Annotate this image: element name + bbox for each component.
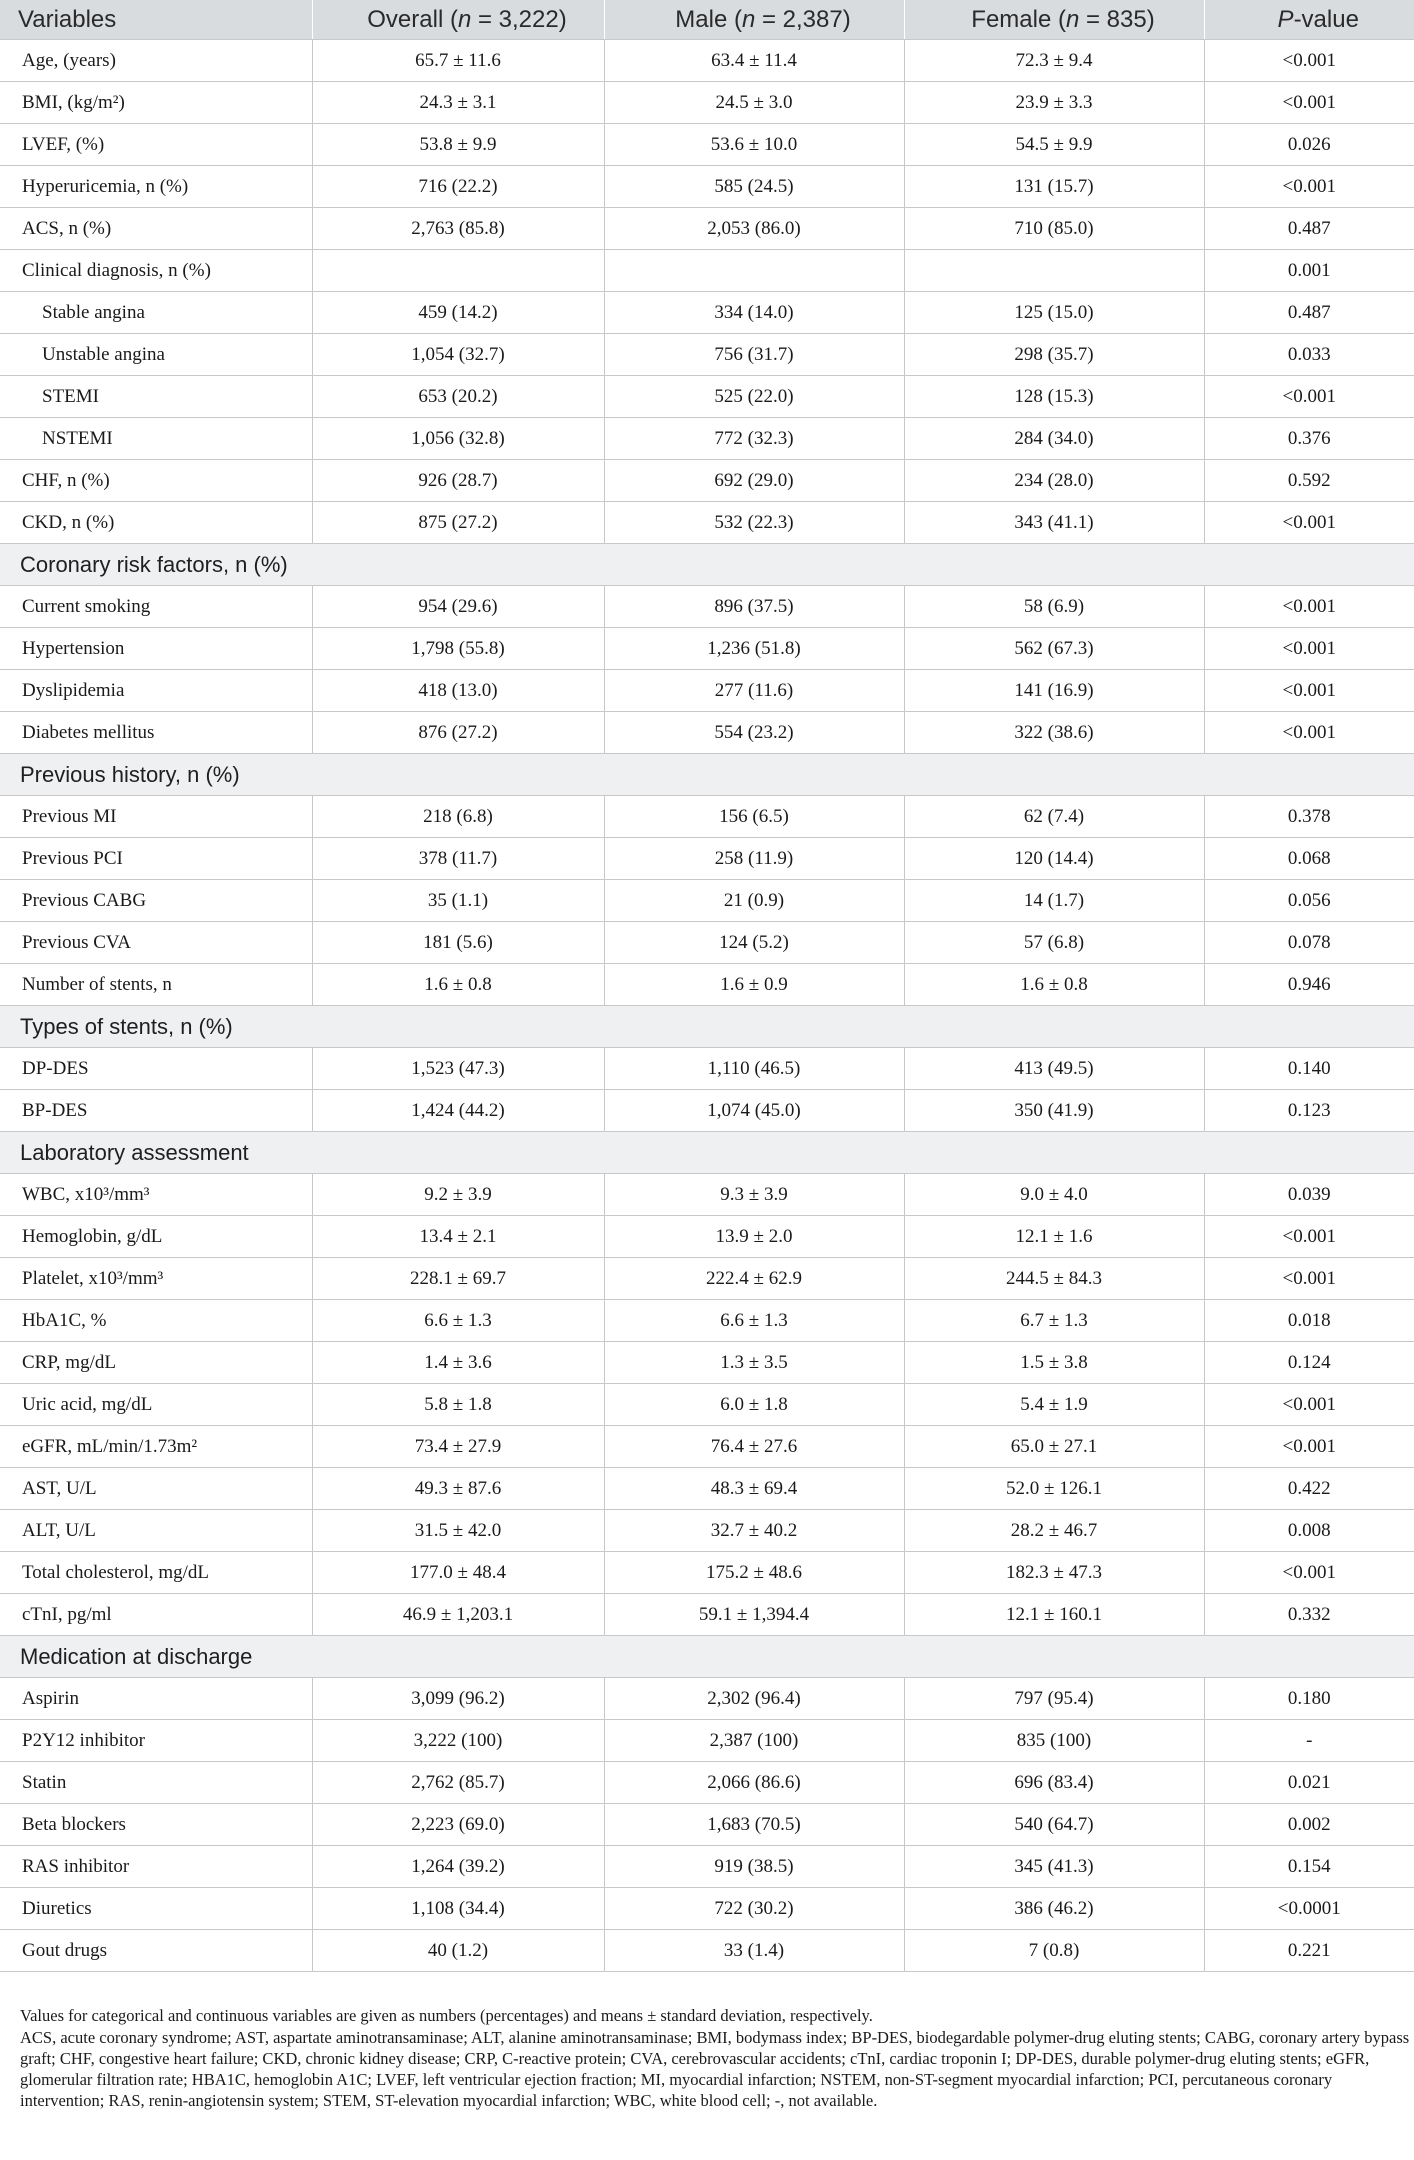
female-cell: 28.2 ± 46.7	[904, 1510, 1204, 1552]
p-value-cell: <0.001	[1204, 40, 1414, 82]
overall-cell: 9.2 ± 3.9	[312, 1174, 604, 1216]
table-row	[0, 712, 1414, 754]
table-body	[0, 40, 1414, 1972]
p-value-cell: 0.487	[1204, 208, 1414, 250]
table-row	[0, 1930, 1414, 1972]
female-cell: 120 (14.4)	[904, 838, 1204, 880]
p-value-cell: <0.001	[1204, 1384, 1414, 1426]
variable-cell: Stable angina	[0, 292, 312, 334]
table-row	[0, 880, 1414, 922]
male-cell: 525 (22.0)	[604, 376, 904, 418]
female-cell: 141 (16.9)	[904, 670, 1204, 712]
variable-cell: CRP, mg/dL	[0, 1342, 312, 1384]
p-value-cell: 0.487	[1204, 292, 1414, 334]
section-header-row	[0, 1132, 1414, 1174]
p-value-cell: 0.376	[1204, 418, 1414, 460]
variable-cell: Diuretics	[0, 1888, 312, 1930]
p-value-cell: 0.033	[1204, 334, 1414, 376]
female-cell: 12.1 ± 160.1	[904, 1594, 1204, 1636]
header-overall: Overall (n = 3,222)	[312, 0, 604, 40]
overall-cell: 228.1 ± 69.7	[312, 1258, 604, 1300]
male-cell: 1.6 ± 0.9	[604, 964, 904, 1006]
p-value-cell: 0.332	[1204, 1594, 1414, 1636]
male-cell: 722 (30.2)	[604, 1888, 904, 1930]
p-value-cell: 0.124	[1204, 1342, 1414, 1384]
table-row	[0, 586, 1414, 628]
male-cell: 156 (6.5)	[604, 796, 904, 838]
table-row	[0, 1174, 1414, 1216]
header-row	[0, 0, 1414, 40]
header-female: Female (n = 835)	[904, 0, 1204, 40]
overall-cell: 65.7 ± 11.6	[312, 40, 604, 82]
table-header	[0, 0, 1414, 40]
overall-cell: 1,424 (44.2)	[312, 1090, 604, 1132]
p-value-cell: 0.001	[1204, 250, 1414, 292]
p-value-cell: <0.001	[1204, 1552, 1414, 1594]
male-cell: 175.2 ± 48.6	[604, 1552, 904, 1594]
female-cell: 413 (49.5)	[904, 1048, 1204, 1090]
variable-cell: eGFR, mL/min/1.73m²	[0, 1426, 312, 1468]
p-value-cell: <0.001	[1204, 166, 1414, 208]
female-cell: 696 (83.4)	[904, 1762, 1204, 1804]
overall-cell: 2,763 (85.8)	[312, 208, 604, 250]
section-label: Laboratory assessment	[0, 1132, 1414, 1174]
female-cell: 131 (15.7)	[904, 166, 1204, 208]
p-value-cell: <0.001	[1204, 376, 1414, 418]
overall-cell: 177.0 ± 48.4	[312, 1552, 604, 1594]
female-cell: 14 (1.7)	[904, 880, 1204, 922]
section-header-row	[0, 754, 1414, 796]
table-row	[0, 1552, 1414, 1594]
table-row	[0, 628, 1414, 670]
male-cell: 76.4 ± 27.6	[604, 1426, 904, 1468]
table-row	[0, 964, 1414, 1006]
male-cell: 2,053 (86.0)	[604, 208, 904, 250]
male-cell: 585 (24.5)	[604, 166, 904, 208]
male-cell	[604, 250, 904, 292]
table-row	[0, 796, 1414, 838]
variable-cell: RAS inhibitor	[0, 1846, 312, 1888]
overall-cell: 181 (5.6)	[312, 922, 604, 964]
table-footnotes	[20, 2005, 1410, 2112]
header-variables: Variables	[0, 0, 312, 40]
variable-cell: Previous CVA	[0, 922, 312, 964]
male-cell: 21 (0.9)	[604, 880, 904, 922]
female-cell: 797 (95.4)	[904, 1678, 1204, 1720]
female-cell: 7 (0.8)	[904, 1930, 1204, 1972]
overall-cell: 218 (6.8)	[312, 796, 604, 838]
section-label: Previous history, n (%)	[0, 754, 1414, 796]
p-value-cell: 0.180	[1204, 1678, 1414, 1720]
male-cell: 13.9 ± 2.0	[604, 1216, 904, 1258]
table-row	[0, 1678, 1414, 1720]
female-cell: 540 (64.7)	[904, 1804, 1204, 1846]
variable-cell: Age, (years)	[0, 40, 312, 82]
overall-cell: 1.6 ± 0.8	[312, 964, 604, 1006]
table-row	[0, 1510, 1414, 1552]
female-cell: 710 (85.0)	[904, 208, 1204, 250]
overall-cell: 3,222 (100)	[312, 1720, 604, 1762]
female-cell: 386 (46.2)	[904, 1888, 1204, 1930]
female-cell: 57 (6.8)	[904, 922, 1204, 964]
p-value-cell: <0.001	[1204, 628, 1414, 670]
overall-cell: 926 (28.7)	[312, 460, 604, 502]
overall-cell: 1,264 (39.2)	[312, 1846, 604, 1888]
p-value-cell: <0.001	[1204, 586, 1414, 628]
variable-cell: WBC, x10³/mm³	[0, 1174, 312, 1216]
female-cell: 125 (15.0)	[904, 292, 1204, 334]
overall-cell: 5.8 ± 1.8	[312, 1384, 604, 1426]
male-cell: 772 (32.3)	[604, 418, 904, 460]
male-cell: 277 (11.6)	[604, 670, 904, 712]
male-cell: 1,683 (70.5)	[604, 1804, 904, 1846]
p-value-cell: 0.154	[1204, 1846, 1414, 1888]
male-cell: 1,110 (46.5)	[604, 1048, 904, 1090]
table-row	[0, 1216, 1414, 1258]
p-value-cell: <0.001	[1204, 670, 1414, 712]
p-value-cell: <0.001	[1204, 1426, 1414, 1468]
table-row	[0, 1720, 1414, 1762]
female-cell: 65.0 ± 27.1	[904, 1426, 1204, 1468]
female-cell: 23.9 ± 3.3	[904, 82, 1204, 124]
male-cell: 6.6 ± 1.3	[604, 1300, 904, 1342]
male-cell: 222.4 ± 62.9	[604, 1258, 904, 1300]
p-value-cell: 0.946	[1204, 964, 1414, 1006]
variable-cell: Aspirin	[0, 1678, 312, 1720]
variable-cell: Gout drugs	[0, 1930, 312, 1972]
variable-cell: CHF, n (%)	[0, 460, 312, 502]
female-cell: 343 (41.1)	[904, 502, 1204, 544]
female-cell: 345 (41.3)	[904, 1846, 1204, 1888]
overall-cell: 378 (11.7)	[312, 838, 604, 880]
p-value-cell: <0.001	[1204, 82, 1414, 124]
variable-cell: Hyperuricemia, n (%)	[0, 166, 312, 208]
variable-cell: Dyslipidemia	[0, 670, 312, 712]
table-row	[0, 922, 1414, 964]
p-value-cell: 0.378	[1204, 796, 1414, 838]
overall-cell: 24.3 ± 3.1	[312, 82, 604, 124]
variable-cell: P2Y12 inhibitor	[0, 1720, 312, 1762]
female-cell: 322 (38.6)	[904, 712, 1204, 754]
overall-cell: 6.6 ± 1.3	[312, 1300, 604, 1342]
overall-cell: 418 (13.0)	[312, 670, 604, 712]
p-value-cell: <0.001	[1204, 712, 1414, 754]
overall-cell: 73.4 ± 27.9	[312, 1426, 604, 1468]
male-cell: 1.3 ± 3.5	[604, 1342, 904, 1384]
table-row	[0, 1762, 1414, 1804]
table-row	[0, 1342, 1414, 1384]
overall-cell: 31.5 ± 42.0	[312, 1510, 604, 1552]
table-row	[0, 1090, 1414, 1132]
variable-cell: Hemoglobin, g/dL	[0, 1216, 312, 1258]
p-value-cell: 0.021	[1204, 1762, 1414, 1804]
header-male: Male (n = 2,387)	[604, 0, 904, 40]
variable-cell: NSTEMI	[0, 418, 312, 460]
table-row	[0, 1804, 1414, 1846]
variable-cell: Uric acid, mg/dL	[0, 1384, 312, 1426]
overall-cell: 35 (1.1)	[312, 880, 604, 922]
table-row	[0, 1258, 1414, 1300]
female-cell: 128 (15.3)	[904, 376, 1204, 418]
table-row	[0, 334, 1414, 376]
male-cell: 692 (29.0)	[604, 460, 904, 502]
section-label: Types of stents, n (%)	[0, 1006, 1414, 1048]
variable-cell: Number of stents, n	[0, 964, 312, 1006]
table-row	[0, 250, 1414, 292]
overall-cell: 13.4 ± 2.1	[312, 1216, 604, 1258]
female-cell: 52.0 ± 126.1	[904, 1468, 1204, 1510]
male-cell: 53.6 ± 10.0	[604, 124, 904, 166]
table-row	[0, 292, 1414, 334]
male-cell: 6.0 ± 1.8	[604, 1384, 904, 1426]
p-value-cell: 0.026	[1204, 124, 1414, 166]
variable-cell: Platelet, x10³/mm³	[0, 1258, 312, 1300]
variable-cell: Total cholesterol, mg/dL	[0, 1552, 312, 1594]
table-row	[0, 1048, 1414, 1090]
female-cell: 350 (41.9)	[904, 1090, 1204, 1132]
overall-cell: 1,054 (32.7)	[312, 334, 604, 376]
male-cell: 63.4 ± 11.4	[604, 40, 904, 82]
male-cell: 2,387 (100)	[604, 1720, 904, 1762]
male-cell: 1,236 (51.8)	[604, 628, 904, 670]
variable-cell: cTnI, pg/ml	[0, 1594, 312, 1636]
variable-cell: Unstable angina	[0, 334, 312, 376]
female-cell: 72.3 ± 9.4	[904, 40, 1204, 82]
female-cell: 9.0 ± 4.0	[904, 1174, 1204, 1216]
female-cell: 234 (28.0)	[904, 460, 1204, 502]
female-cell: 1.6 ± 0.8	[904, 964, 1204, 1006]
male-cell: 896 (37.5)	[604, 586, 904, 628]
p-value-cell: 0.018	[1204, 1300, 1414, 1342]
table-row	[0, 1384, 1414, 1426]
variable-cell: STEMI	[0, 376, 312, 418]
table-row	[0, 166, 1414, 208]
male-cell: 554 (23.2)	[604, 712, 904, 754]
overall-cell: 1,108 (34.4)	[312, 1888, 604, 1930]
female-cell: 6.7 ± 1.3	[904, 1300, 1204, 1342]
variable-cell: AST, U/L	[0, 1468, 312, 1510]
variable-cell: BMI, (kg/m²)	[0, 82, 312, 124]
overall-cell: 53.8 ± 9.9	[312, 124, 604, 166]
footnote-abbreviations: ACS, acute coronary syndrome; AST, aspartate aminotransaminase; ALT, alanine aminotransaminase; BMI, bodymass index; BP-DES, biodegardable polymer-drug eluting stents; CABG, coronary artery bypass graft; CHF, congestive heart failure; CKD, chronic kidney disease; CRP, C-reactive protein; CVA, cerebrovascular accidents; cTnI, cardiac troponin I; DP-DES, durable polymer-drug eluting stents; eGFR, glomerular filtration rate; HBA1C, hemoglobin A1C; LVEF, left ventricular ejection fraction; MI, myocardial infarction; NSTEM, non-ST-segment myocardial infarction; PCI, percutaneous coronary intervention; RAS, renin-angiotensin system; STEM, ST-elevation myocardial infarction; WBC, white blood cell; -, not available.	[20, 2028, 1410, 2110]
female-cell	[904, 250, 1204, 292]
male-cell: 2,302 (96.4)	[604, 1678, 904, 1720]
variable-cell: CKD, n (%)	[0, 502, 312, 544]
overall-cell: 1,523 (47.3)	[312, 1048, 604, 1090]
header-p-value: P-value	[1204, 0, 1414, 40]
variable-cell: Hypertension	[0, 628, 312, 670]
variable-cell: ALT, U/L	[0, 1510, 312, 1552]
section-header-row	[0, 544, 1414, 586]
variable-cell: Previous CABG	[0, 880, 312, 922]
male-cell: 1,074 (45.0)	[604, 1090, 904, 1132]
male-cell: 9.3 ± 3.9	[604, 1174, 904, 1216]
variable-cell: Previous PCI	[0, 838, 312, 880]
variable-cell: HbA1C, %	[0, 1300, 312, 1342]
overall-cell: 2,223 (69.0)	[312, 1804, 604, 1846]
variable-cell: BP-DES	[0, 1090, 312, 1132]
male-cell: 59.1 ± 1,394.4	[604, 1594, 904, 1636]
overall-cell: 1,798 (55.8)	[312, 628, 604, 670]
p-value-cell: <0.001	[1204, 502, 1414, 544]
table-row	[0, 670, 1414, 712]
footnote-values: Values for categorical and continuous variables are given as numbers (percentages) and means ± standard deviation, respectively.	[20, 2006, 873, 2025]
overall-cell	[312, 250, 604, 292]
female-cell: 54.5 ± 9.9	[904, 124, 1204, 166]
female-cell: 562 (67.3)	[904, 628, 1204, 670]
table-row	[0, 1426, 1414, 1468]
p-value-cell: <0.0001	[1204, 1888, 1414, 1930]
female-cell: 12.1 ± 1.6	[904, 1216, 1204, 1258]
p-value-cell: 0.078	[1204, 922, 1414, 964]
male-cell: 48.3 ± 69.4	[604, 1468, 904, 1510]
section-label: Coronary risk factors, n (%)	[0, 544, 1414, 586]
female-cell: 58 (6.9)	[904, 586, 1204, 628]
male-cell: 2,066 (86.6)	[604, 1762, 904, 1804]
female-cell: 284 (34.0)	[904, 418, 1204, 460]
overall-cell: 716 (22.2)	[312, 166, 604, 208]
female-cell: 298 (35.7)	[904, 334, 1204, 376]
section-header-row	[0, 1006, 1414, 1048]
p-value-cell: 0.221	[1204, 1930, 1414, 1972]
table-row	[0, 40, 1414, 82]
overall-cell: 40 (1.2)	[312, 1930, 604, 1972]
overall-cell: 3,099 (96.2)	[312, 1678, 604, 1720]
p-value-cell: 0.592	[1204, 460, 1414, 502]
p-value-cell: 0.068	[1204, 838, 1414, 880]
overall-cell: 954 (29.6)	[312, 586, 604, 628]
p-value-cell: 0.056	[1204, 880, 1414, 922]
p-value-cell: -	[1204, 1720, 1414, 1762]
variable-cell: Previous MI	[0, 796, 312, 838]
section-header-row	[0, 1636, 1414, 1678]
male-cell: 258 (11.9)	[604, 838, 904, 880]
female-cell: 244.5 ± 84.3	[904, 1258, 1204, 1300]
male-cell: 32.7 ± 40.2	[604, 1510, 904, 1552]
table-row	[0, 838, 1414, 880]
overall-cell: 49.3 ± 87.6	[312, 1468, 604, 1510]
p-value-cell: 0.039	[1204, 1174, 1414, 1216]
overall-cell: 1,056 (32.8)	[312, 418, 604, 460]
variable-cell: DP-DES	[0, 1048, 312, 1090]
p-value-cell: <0.001	[1204, 1216, 1414, 1258]
female-cell: 835 (100)	[904, 1720, 1204, 1762]
female-cell: 1.5 ± 3.8	[904, 1342, 1204, 1384]
overall-cell: 2,762 (85.7)	[312, 1762, 604, 1804]
male-cell: 33 (1.4)	[604, 1930, 904, 1972]
variable-cell: LVEF, (%)	[0, 124, 312, 166]
overall-cell: 46.9 ± 1,203.1	[312, 1594, 604, 1636]
section-label: Medication at discharge	[0, 1636, 1414, 1678]
table-row	[0, 1594, 1414, 1636]
table-row	[0, 418, 1414, 460]
table-row	[0, 1300, 1414, 1342]
overall-cell: 876 (27.2)	[312, 712, 604, 754]
table-row	[0, 1888, 1414, 1930]
p-value-cell: 0.123	[1204, 1090, 1414, 1132]
p-value-cell: <0.001	[1204, 1258, 1414, 1300]
male-cell: 756 (31.7)	[604, 334, 904, 376]
overall-cell: 459 (14.2)	[312, 292, 604, 334]
table-row	[0, 376, 1414, 418]
table-row	[0, 82, 1414, 124]
p-value-cell: 0.002	[1204, 1804, 1414, 1846]
male-cell: 124 (5.2)	[604, 922, 904, 964]
overall-cell: 1.4 ± 3.6	[312, 1342, 604, 1384]
variable-cell: ACS, n (%)	[0, 208, 312, 250]
female-cell: 5.4 ± 1.9	[904, 1384, 1204, 1426]
p-value-cell: 0.008	[1204, 1510, 1414, 1552]
female-cell: 62 (7.4)	[904, 796, 1204, 838]
table-row	[0, 208, 1414, 250]
female-cell: 182.3 ± 47.3	[904, 1552, 1204, 1594]
p-value-cell: 0.140	[1204, 1048, 1414, 1090]
table-row	[0, 124, 1414, 166]
variable-cell: Current smoking	[0, 586, 312, 628]
overall-cell: 875 (27.2)	[312, 502, 604, 544]
male-cell: 532 (22.3)	[604, 502, 904, 544]
table-row	[0, 502, 1414, 544]
variable-cell: Statin	[0, 1762, 312, 1804]
variable-cell: Clinical diagnosis, n (%)	[0, 250, 312, 292]
table-row	[0, 460, 1414, 502]
male-cell: 334 (14.0)	[604, 292, 904, 334]
table-row	[0, 1468, 1414, 1510]
table-row	[0, 1846, 1414, 1888]
variable-cell: Beta blockers	[0, 1804, 312, 1846]
male-cell: 24.5 ± 3.0	[604, 82, 904, 124]
variable-cell: Diabetes mellitus	[0, 712, 312, 754]
overall-cell: 653 (20.2)	[312, 376, 604, 418]
male-cell: 919 (38.5)	[604, 1846, 904, 1888]
p-value-cell: 0.422	[1204, 1468, 1414, 1510]
